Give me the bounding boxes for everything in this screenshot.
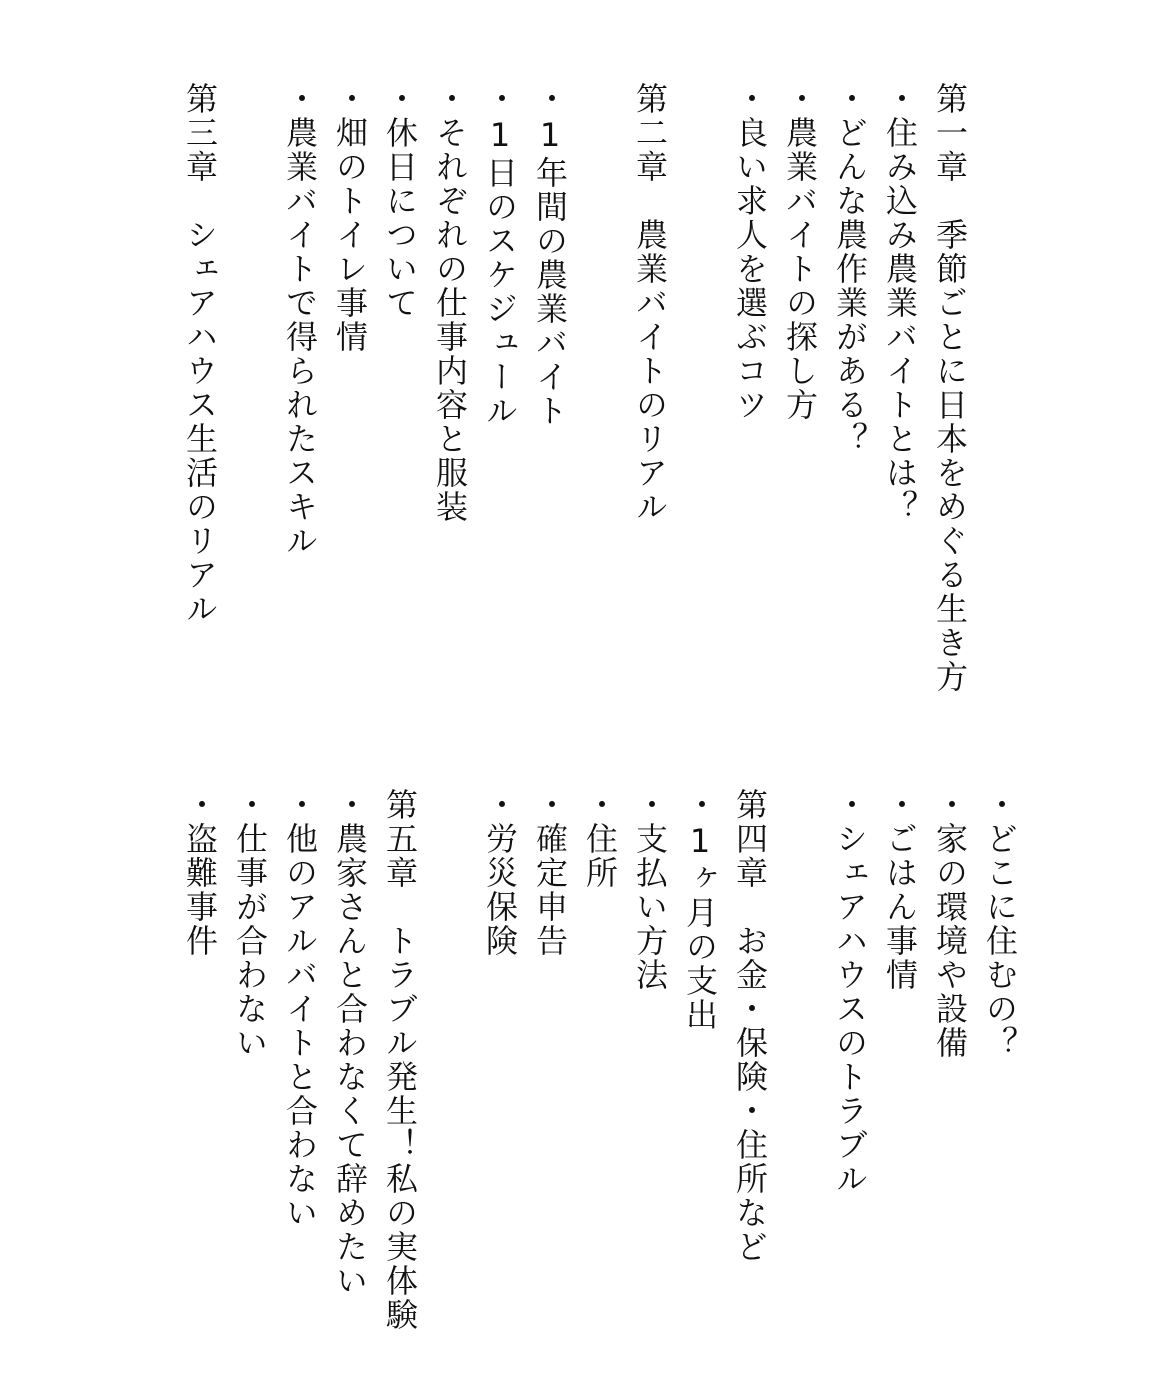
list-item: ・農業バイトの探し方 xyxy=(781,82,819,422)
list-item: ・住み込み農業バイトとは？ xyxy=(881,82,919,524)
list-item: ・盗難事件 xyxy=(181,788,219,958)
chapter-3-heading: 第三章 シェアハウス生活のリアル xyxy=(181,82,219,626)
list-item: ・畑のトイレ事情 xyxy=(331,82,369,354)
chapter-2-heading: 第二章 農業バイトのリアル xyxy=(631,82,669,524)
list-item: ・ごはん事情 xyxy=(881,788,919,992)
list-item: ・支払い方法 xyxy=(631,788,669,992)
list-item: ・良い求人を選ぶコツ xyxy=(731,82,769,422)
list-item: ・それぞれの仕事内容と服装 xyxy=(431,82,469,524)
list-item: ・農家さんと合わなくて辞めたい xyxy=(331,788,369,1298)
list-item: ・他のアルバイトと合わない xyxy=(281,788,319,1230)
list-item: ・1日のスケジュール xyxy=(481,82,519,428)
list-item: ・農業バイトで得られたスキル xyxy=(281,82,319,558)
list-item: ・労災保険 xyxy=(481,788,519,958)
list-item: ・1年間の農業バイト xyxy=(531,82,569,428)
list-item: ・どんな農作業がある？ xyxy=(831,82,869,456)
list-item: ・住所 xyxy=(581,788,619,890)
list-item: ・仕事が合わない xyxy=(231,788,269,1060)
chapter-4-heading: 第四章 お金・保険・住所など xyxy=(731,788,769,1264)
list-item: ・家の環境や設備 xyxy=(931,788,969,1060)
chapter-1-heading: 第一章 季節ごとに日本をめぐる生き方 xyxy=(931,82,969,694)
list-item: ・確定申告 xyxy=(531,788,569,958)
list-item: ・休日について xyxy=(381,82,419,320)
list-item: ・1ヶ月の支出 xyxy=(681,788,719,1032)
list-item: ・シェアハウスのトラブル xyxy=(831,788,869,1196)
list-item: ・どこに住むの？ xyxy=(981,788,1019,1060)
chapter-5-heading: 第五章 トラブル発生！私の実体験 xyxy=(381,788,419,1332)
